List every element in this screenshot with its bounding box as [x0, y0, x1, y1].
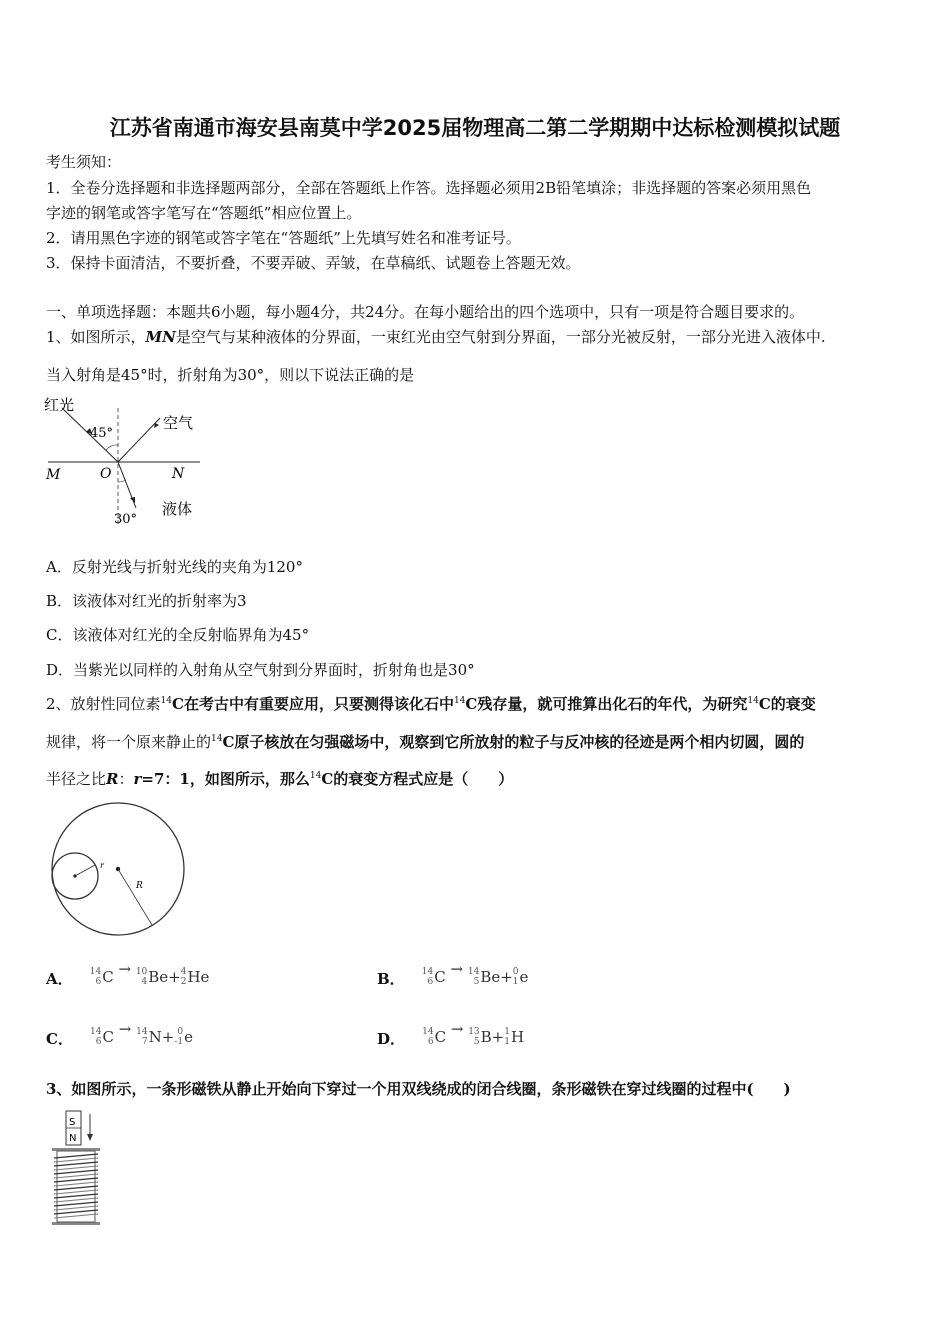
label-r: r: [100, 861, 104, 870]
notice-item: 1．全卷分选择题和非选择题两部分，全部在答题纸上作答。选择题必须用2B铅笔填涂；非选择题的答案必须用黑色: [46, 179, 812, 197]
ratio-R: R: [106, 770, 119, 788]
notice-item: 字迹的钢笔或答字笔写在“答题纸”相应位置上。: [46, 204, 362, 222]
label-s: S: [69, 1117, 76, 1128]
q1-option-d[interactable]: D．当紫光以同样的入射角从空气射到分界面时，折射角也是30°: [46, 661, 475, 679]
motion-arrow-head: [87, 1134, 93, 1141]
q2-option-a[interactable]: [46, 958, 209, 987]
q1-option-b[interactable]: B．该液体对红光的折射率为3: [46, 592, 247, 610]
q2-text: C原子核放在匀强磁场中，观察到它所放射的粒子与反冲核的径迹是两个相内切圆，圆的: [222, 733, 805, 751]
small-radius: [75, 865, 95, 876]
q2-stem-line2: [46, 731, 804, 752]
section-heading: 一、单项选择题：本题共6小题，每小题4分，共24分。在每小题给出的四个选项中，只有一项是符合题目要求的。: [46, 303, 805, 321]
refraction-angle-arc: [118, 480, 126, 482]
q2-text: C残存量，就可推算出化石的年代，为研究: [465, 695, 748, 713]
mass-number: 14: [160, 696, 172, 706]
ratio-r: r: [133, 770, 142, 788]
q1-option-c[interactable]: C．该液体对红光的全反射临界角为45°: [46, 626, 310, 644]
option-label: D．: [377, 1030, 406, 1048]
q2-option-b[interactable]: [377, 958, 528, 987]
q2-text: 规律，将一个原来静止的: [46, 733, 212, 751]
q2-text: ：: [118, 770, 134, 788]
mass-number: 14: [211, 734, 223, 744]
refraction-diagram: [40, 390, 220, 530]
reflected-ray: [118, 418, 160, 462]
decay-equation: 14 6 C → 14 7 N+ 0 -1 e: [90, 1020, 193, 1047]
angle-30: 30°: [114, 512, 138, 527]
notice-item: 3．保持卡面清洁，不要折叠，不要弄破、弄皱，在草稿纸、试题卷上答题无效。: [46, 254, 581, 272]
q2-option-d[interactable]: [377, 1018, 524, 1047]
angle-45: 45°: [90, 426, 114, 441]
label-air: 空气: [163, 414, 194, 432]
incident-angle-arc: [106, 445, 118, 450]
notice-heading: 考生须知：: [46, 153, 122, 171]
q1-stem-line1: [46, 326, 826, 347]
q3-stem: 3、如图所示，一条形磁铁从静止开始向下穿过一个用双线绕成的闭合线圈，条形磁铁在穿过线圈的过程中( ): [46, 1080, 791, 1098]
q2-text: C在考古中有重要应用，只要测得该化石中: [172, 695, 454, 713]
option-label: C．: [46, 1030, 73, 1048]
option-label: B．: [377, 970, 405, 988]
label-liquid: 液体: [162, 500, 193, 518]
decay-track-diagram: [48, 802, 193, 937]
q2-text: =7：1，如图所示，那么: [141, 770, 310, 788]
label-n: N: [172, 466, 185, 482]
option-label: A．: [46, 970, 73, 988]
decay-equation: 14 6 C → 14 5 Be+ 0 1 e: [421, 960, 529, 987]
q2-text: 2、放射性同位素: [46, 695, 161, 713]
large-radius: [118, 869, 152, 925]
label-red-light: 红光: [44, 396, 75, 414]
label-m: M: [46, 467, 61, 483]
q2-text: C的衰变: [758, 695, 816, 713]
label-n: N: [69, 1133, 77, 1144]
mass-number: 14: [309, 771, 322, 781]
q2-stem-line1: [46, 693, 816, 714]
label-R: R: [136, 881, 143, 891]
mass-number: 14: [453, 696, 466, 706]
mass-number: 14: [747, 696, 759, 706]
refracted-arrow: [130, 497, 135, 503]
q1-stem-line2: 当入射角是45°时，折射角为30°，则以下说法正确的是: [46, 366, 415, 384]
decay-equation: 14 6 C → 13 5 B+ 1 1 H: [422, 1020, 525, 1047]
q1-option-a[interactable]: A．反射光线与折射光线的夹角为120°: [46, 558, 303, 576]
q1-mn: MN: [145, 328, 176, 346]
magnet-coil-diagram: [48, 1108, 108, 1230]
notice-item: 2．请用黑色字迹的钢笔或答字笔在“答题纸”上先填写姓名和准考证号。: [46, 229, 521, 247]
q1-prefix: 1、如图所示，: [46, 328, 146, 346]
decay-equation: 14 6 C → 10 4 Be+ 4 2 He: [89, 960, 210, 987]
page-title: 江苏省南通市海安县南莫中学2025届物理高二第二学期期中达标检测模拟试题: [109, 116, 841, 140]
q2-stem-line3: [46, 768, 513, 789]
q2-text: C的衰变方程式应是（ ）: [321, 770, 514, 788]
q1-suffix: 是空气与某种液体的分界面，一束红光由空气射到分界面，一部分光被反射，一部分光进入液体中.: [175, 328, 826, 346]
q2-text: 半径之比: [46, 770, 107, 788]
q2-option-c[interactable]: [46, 1018, 193, 1047]
label-o: O: [100, 466, 112, 482]
